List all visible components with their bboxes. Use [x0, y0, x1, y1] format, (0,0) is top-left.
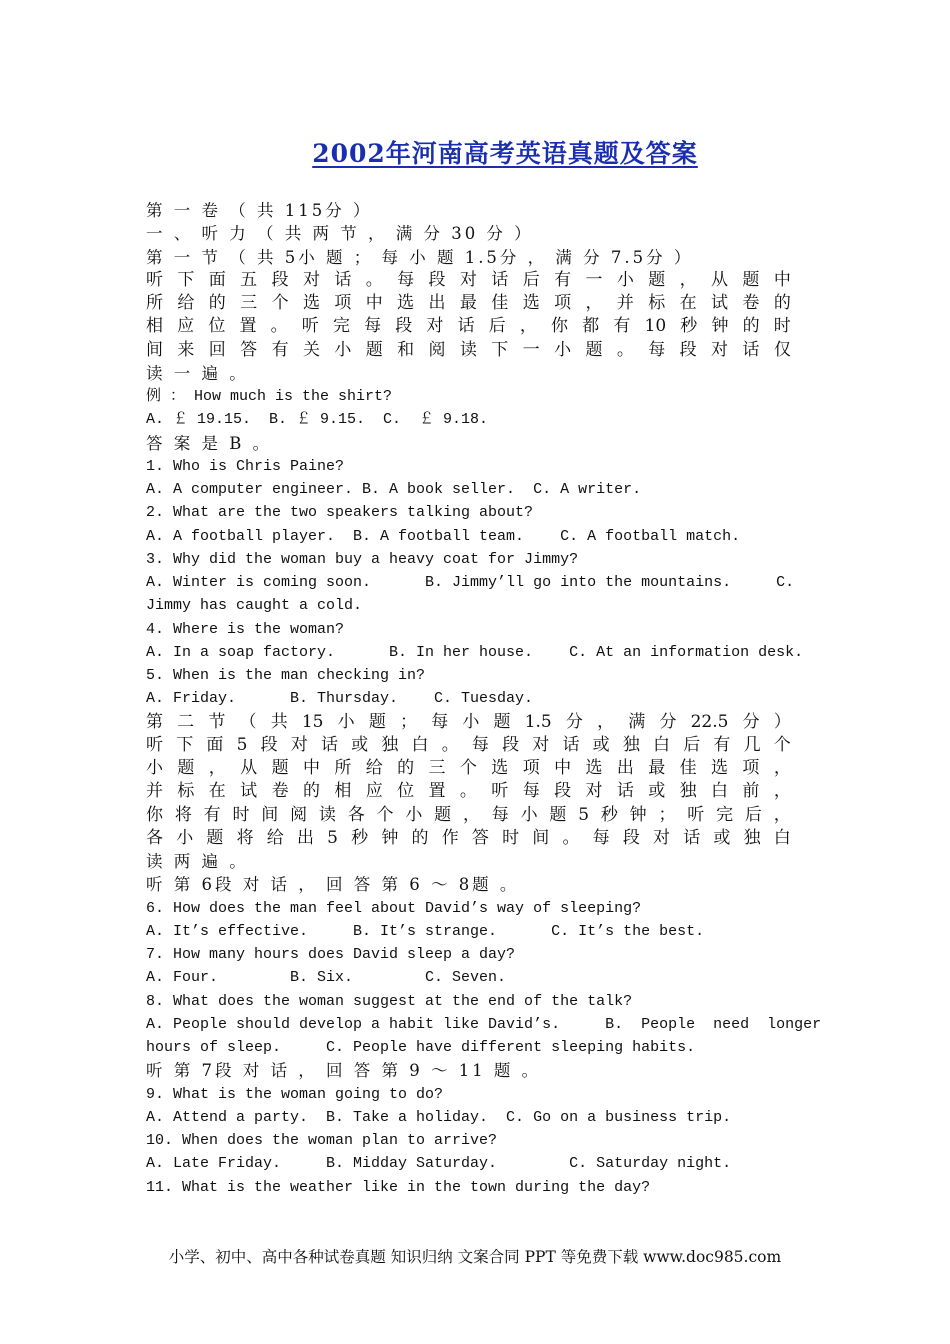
text-line: Jimmy has caught a cold.	[146, 597, 363, 615]
text-line: A. It’s effective. B. It’s strange. C. It’s the best.	[146, 922, 705, 940]
text-line: 3. Why did the woman buy a heavy coat for Jimmy?	[146, 550, 579, 568]
text-line: A. Friday. B. Thursday. C. Tuesday.	[146, 690, 534, 708]
text-line: 听 第 6段 对 话 ， 回 答 第 6 ～ 8题 。	[146, 875, 520, 895]
text-line: A. A football player. B. A football team. C. A football match.	[146, 527, 741, 545]
text-line: 6. How does the man feel about David’s way of sleeping?	[146, 899, 642, 917]
text-line: A. A computer engineer. B. A book seller. C. A writer.	[146, 481, 642, 498]
text-line: 并 标 在 试 卷 的 相 应 位 置 。 听 每 段 对 话 或 独 白 前 ，	[146, 781, 791, 802]
text-line: A. Winter is coming soon. B. Jimmy’ll go into the mountains. C.	[146, 574, 795, 591]
text-line: 答 案 是 B 。	[146, 433, 273, 453]
text-line: 听 第 7段 对 话 ， 回 答 第 9 ～ 11 题 。	[146, 1061, 542, 1081]
text-line: 8. What does the woman suggest at the end of the talk?	[146, 992, 633, 1010]
page-footer: 小学、初中、高中各种试卷真题 知识归纳 文案合同 PPT 等免费下载 www.doc985.com	[168, 1248, 782, 1266]
text-line: 1. Who is Chris Paine?	[146, 457, 345, 475]
text-line: A. In a soap factory. B. In her house. C. At an information desk.	[146, 643, 804, 661]
text-line: 读 两 遍 。	[146, 852, 249, 871]
text-line: 读 一 遍 。	[146, 363, 249, 383]
document-body	[146, 199, 822, 1199]
text-line: A. People should develop a habit like David’s. B. People need longer	[146, 1015, 822, 1033]
text-line: 所 给 的 三 个 选 项 中 选 出 最 佳 选 项 ， 并 标 在 试 卷 的	[146, 293, 791, 313]
text-line: 间 来 回 答 有 关 小 题 和 阅 读 下 一 小 题 。 每 段 对 话 仅	[146, 339, 791, 360]
text-line: 第 一 节 （ 共 5小 题 ； 每 小 题 1.5分 ， 满 分 7.5分 ）	[146, 247, 694, 267]
text-line: 9. What is the woman going to do?	[146, 1085, 444, 1103]
document-title: 2002年河南高考英语真题及答案	[312, 139, 698, 168]
text-line: 4. Where is the woman?	[146, 620, 345, 638]
text-line: 听 下 面 5 段 对 话 或 独 白 。 每 段 对 话 或 独 白 后 有 几 个	[146, 734, 791, 755]
text-line: 7. How many hours does David sleep a day?	[146, 946, 516, 963]
text-line: 听 下 面 五 段 对 话 。 每 段 对 话 后 有 一 小 题 ， 从 题 中	[146, 269, 791, 290]
text-line: 10. When does the woman plan to arrive?	[146, 1132, 498, 1149]
text-line: A. Attend a party. B. Take a holiday. C. Go on a business trip.	[146, 1108, 732, 1126]
text-line: A. ￡ 19.15. B. ￡ 9.15. C. ￡ 9.18.	[146, 411, 489, 429]
text-line: 各 小 题 将 给 出 5 秒 钟 的 作 答 时 间 。 每 段 对 话 或 独 白	[146, 827, 791, 848]
text-line: A. Late Friday. B. Midday Saturday. C. Saturday night.	[146, 1155, 732, 1173]
text-line: 小 题 ， 从 题 中 所 给 的 三 个 选 项 中 选 出 最 佳 选 项 ，	[146, 758, 791, 778]
text-line: 2. What are the two speakers talking about?	[146, 504, 534, 522]
text-line: 一 、 听 力 （ 共 两 节 ， 满 分 30 分 ）	[146, 224, 534, 244]
text-line: 相 应 位 置 。 听 完 每 段 对 话 后 ， 你 都 有 10 秒 钟 的 时	[146, 316, 791, 337]
text-line: 例 ： How much is the shirt?	[146, 388, 393, 405]
text-line: 第 一 卷 （ 共 115分 ）	[146, 201, 373, 220]
text-line: 5. When is the man checking in?	[146, 667, 426, 684]
text-line: 你 将 有 时 间 阅 读 各 个 小 题 ， 每 小 题 5 秒 钟 ； 听 完 后 ，	[146, 804, 791, 825]
text-line: A. Four. B. Six. C. Seven.	[146, 969, 507, 987]
text-line: 11. What is the weather like in the town during the day?	[146, 1178, 651, 1196]
text-line: hours of sleep. C. People have different sleeping habits.	[146, 1039, 696, 1056]
text-line: 第 二 节 （ 共 15 小 题 ； 每 小 题 1.5 分 ， 满 分 22.5 分 ）	[146, 711, 791, 732]
